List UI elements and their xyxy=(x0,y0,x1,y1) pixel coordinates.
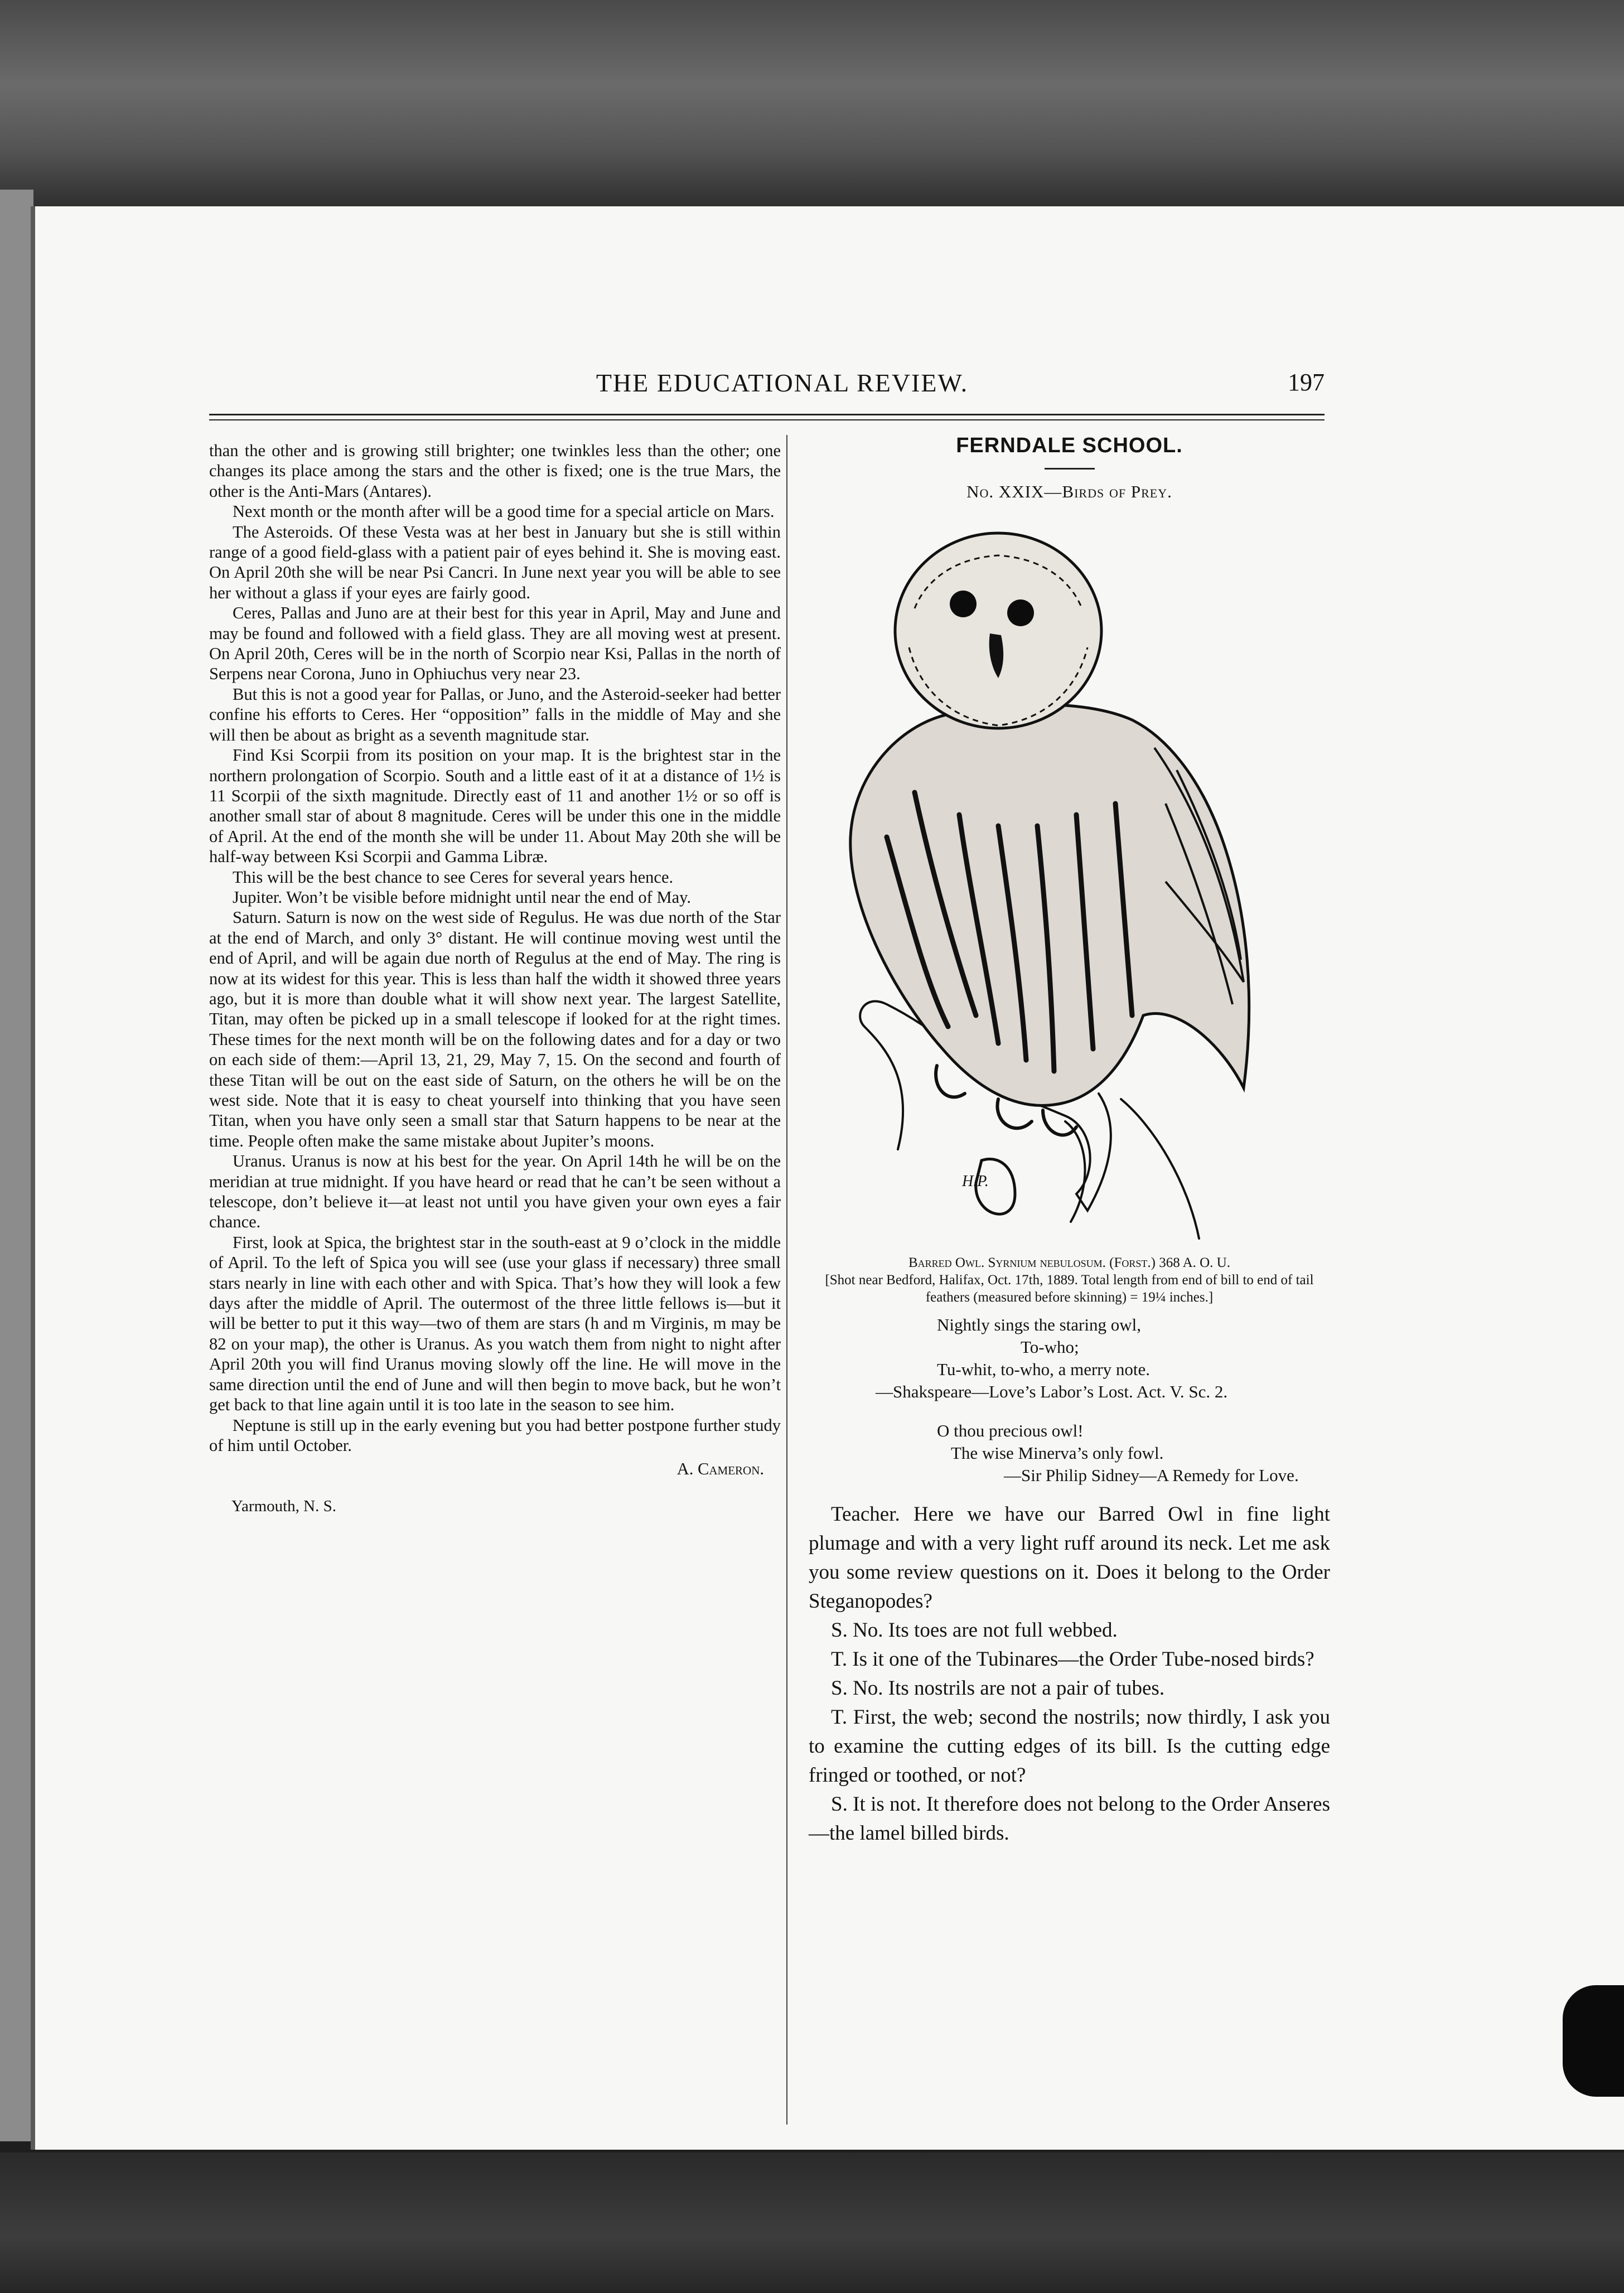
header-rule xyxy=(209,414,1325,415)
column-divider xyxy=(786,435,787,2125)
paragraph: This will be the best chance to see Ceres for several years hence. xyxy=(233,867,674,887)
caption-species-line: Barred Owl. Syrnium nebulosum. (Forst.) 368 A. O. U. xyxy=(908,1255,1230,1270)
paragraph: But this is not a good year for Pallas, or Juno, and the Asteroid-seeker had better confine his efforts to Ceres. Her “opposition” falls in the middle of May and she will then be about as bright as a seventh magnitude star. xyxy=(209,684,781,744)
section-title: FERNDALE SCHOOL. xyxy=(956,434,1183,457)
sidney-quote xyxy=(809,1420,1330,1487)
artist-initials: H.P. xyxy=(962,1172,989,1190)
scan-background-bottom xyxy=(0,2152,1624,2293)
paragraph: Saturn. Saturn is now on the west side of Regulus. He was due north of the Star at the end of March, and only 3° distant. He will continue moving west until the end of April, and will be again due north of Regulus at the end of May. The ring is now at its widest for this year. This is less than half the width it showed three years ago, but it is more than double what it will show next year. The largest Satellite, Titan, may often be picked up in a small telescope if looked for at the right times. These times for the next month will be on the following dates and for a day or two on each side of them:—April 13, 21, 29, May 7, 15. On the second and fourth of these Titan will be out on the east side of Saturn, on the others he will be on the west side. Note that it is easy to cheat yourself into thinking that you have seen Titan, when you have only seen a small star that Saturn happens to be near at the time. People often make the same mistake about Jupiter’s moons. xyxy=(209,908,781,1150)
dialogue-line: T. Is it one of the Tubinares—the Order Tube-nosed birds? xyxy=(831,1647,1314,1671)
owl-illustration xyxy=(809,525,1330,1250)
paragraph: First, look at Spica, the brightest star in the south-east at 9 o’clock in the middle of April. To the left of Spica you will see (use your glass if necessary) three small stars nearly in line with each other and with Spica. That’s how they will look a few days after the middle of April. The outermost of the three little fellows is—but it will be better to put it this way—two of them are stars (h and m Virginis, m may be 82 on your map), the other is Uranus. As you watch them from night to night after April 20th you will find Uranus moving slowly off the line. He will move in the same direction until the end of June and will then begin to move back, but he won’t get back to that line again until it is too late in the season to see him. xyxy=(209,1232,781,1415)
dialogue-line: S. It is not. It therefore does not belong to the Order Anseres—the lamel billed birds. xyxy=(809,1792,1330,1845)
journal-page xyxy=(31,206,1624,2150)
dialogue-line: S. No. Its nostrils are not a pair of tubes. xyxy=(831,1676,1165,1700)
dialogue-line: Teacher. Here we have our Barred Owl in fine light plumage and with a very light ruff around its neck. Let me ask you some review questions on it. Does it belong to the Order Steganopodes? xyxy=(809,1502,1330,1613)
shakespeare-quote xyxy=(809,1314,1330,1403)
poem-attribution: —Shakspeare—Love’s Labor’s Lost. Act. V. Sc. 2. xyxy=(876,1381,1228,1401)
poem-line: To-who; xyxy=(1021,1337,1079,1357)
scanner-thumb-shadow xyxy=(1563,1985,1624,2097)
poem-line: O thou precious owl! xyxy=(937,1420,1084,1440)
header-rule-thin xyxy=(209,419,1325,420)
paragraph: than the other and is growing still brighter; one twinkles less than the other; one changes its place among the stars and the other is fixed; one is the true Mars, the other is the Anti-Mars (Antares). xyxy=(209,441,781,501)
author-signature: A. Cameron. xyxy=(676,1459,764,1479)
section-subtitle: No. XXIX—Birds of Prey. xyxy=(966,482,1172,502)
place-line: Yarmouth, N. S. xyxy=(231,1497,337,1515)
teacher-student-dialogue xyxy=(809,1500,1330,1848)
journal-title: THE EDUCATIONAL REVIEW. xyxy=(596,369,969,397)
paragraph: Ceres, Pallas and Juno are at their best for this year in April, May and June and may be found and followed with a field glass. They are all moving west at present. On April 20th, Ceres will be in the north of Scorpio near Ksi, Pallas in the north of Serpens near Corona, Juno in Ophiuchus very near 23. xyxy=(209,603,781,684)
paragraph: The Asteroids. Of these Vesta was at her best in January but she is still within range of a good field-glass with a patient pair of eyes behind it. She is moving east. On April 20th she will be near Psi Cancri. In June next year you will be able to see her without a glass if your eyes are fairly good. xyxy=(209,522,781,602)
left-column xyxy=(209,441,781,1516)
poem-attribution: —Sir Philip Sidney—A Remedy for Love. xyxy=(1004,1465,1299,1485)
poem-line: Tu-whit, to-who, a merry note. xyxy=(937,1359,1151,1379)
paragraph: Find Ksi Scorpii from its position on your map. It is the brightest star in the northern prolongation of Scorpio. South and a little east of it at a distance of 1½ is 11 Scorpii of the sixth magnitude. Directly east of 11 and another 1½ or so off is another small star of about 8 magnitude. Ceres will be under this one in the middle of April. At the end of the month she will be under 11. About May 20th she will be half-way between Ksi Scorpii and Gamma Libræ. xyxy=(209,746,781,867)
scan-background-top xyxy=(0,0,1624,212)
title-rule xyxy=(1045,468,1095,470)
right-column xyxy=(809,432,1330,1848)
page-number: 197 xyxy=(1288,369,1325,396)
poem-line: Nightly sings the staring owl, xyxy=(937,1314,1141,1334)
page-header xyxy=(240,368,1325,413)
scan-background-left xyxy=(0,190,33,2141)
paragraph: Jupiter. Won’t be visible before midnight until near the end of May. xyxy=(233,887,692,907)
paragraph: Next month or the month after will be a good time for a special article on Mars. xyxy=(233,502,775,521)
dialogue-line: S. No. Its toes are not full webbed. xyxy=(831,1618,1118,1642)
poem-line: The wise Minerva’s only fowl. xyxy=(951,1443,1164,1463)
illustration-caption xyxy=(809,1254,1330,1306)
dialogue-line: T. First, the web; second the nostrils; now thirdly, I ask you to examine the cutting edges of its bill. Is the cutting edge fringed or toothed, or not? xyxy=(809,1705,1330,1787)
paragraph: Uranus. Uranus is now at his best for the year. On April 14th he will be on the meridian at true midnight. If you have heard or read that he can’t be seen without a telescope, don’t believe it—at least not until you have given your own eyes a fair chance. xyxy=(209,1152,781,1232)
caption-specimen-line: [Shot near Bedford, Halifax, Oct. 17th, 1889. Total length from end of bill to end of tail feathers (measured before skinning) = 19¼ inches.] xyxy=(825,1272,1314,1305)
barred-owl-drawing xyxy=(831,525,1311,1250)
paragraph: Neptune is still up in the early evening but you had better postpone further study of him until October. xyxy=(209,1415,781,1455)
